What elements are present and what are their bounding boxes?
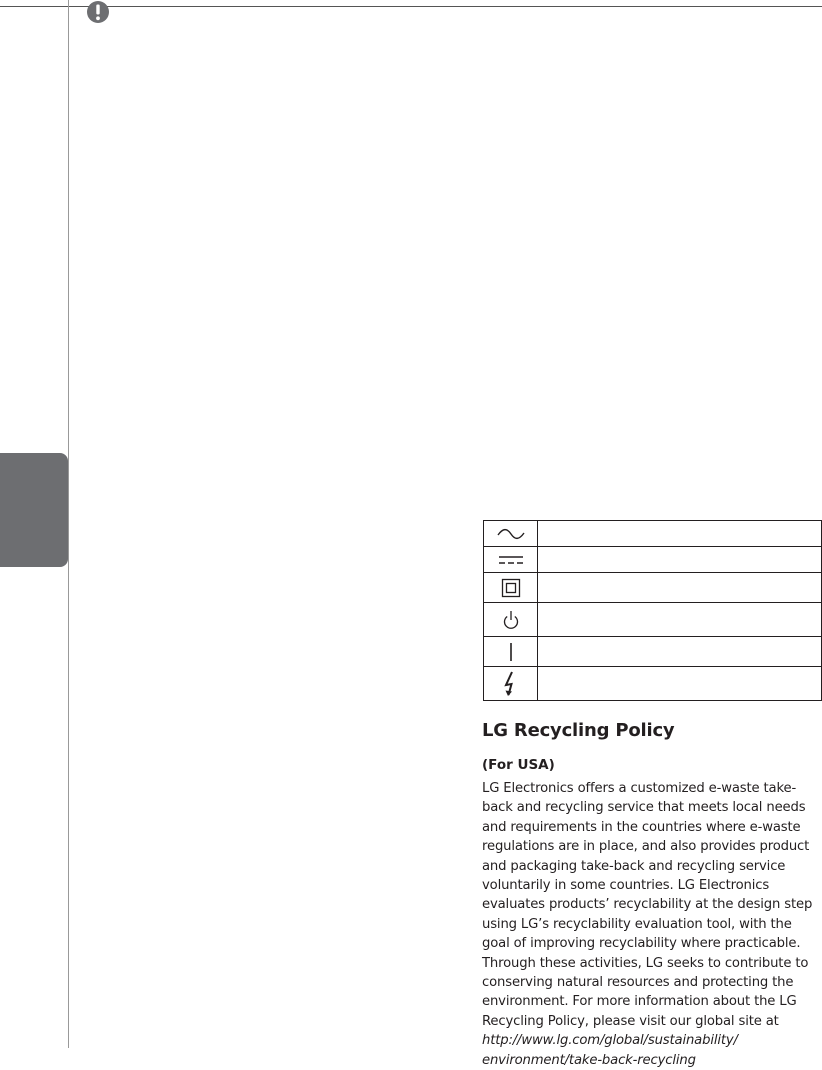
policy-url-line-2[interactable]: environment/take-back-recycling [482, 1052, 696, 1068]
recycling-policy-section [482, 714, 822, 1070]
class-ii-equipment-icon [501, 578, 521, 598]
standby-icon [501, 609, 521, 631]
symbol-table [483, 520, 822, 701]
dc-current-icon [496, 553, 526, 567]
ac-current-icon [496, 527, 526, 541]
symbol-description [538, 573, 822, 603]
symbol-description [538, 521, 822, 547]
symbol-description [538, 547, 822, 573]
table-row [484, 637, 822, 667]
table-row [484, 573, 822, 603]
table-row [484, 521, 822, 547]
table-row [484, 547, 822, 573]
table-row [484, 667, 822, 701]
section-title: LG Recycling Policy [482, 720, 675, 741]
symbol-description [538, 637, 822, 667]
power-on-icon [506, 642, 516, 662]
exclamation-circle-icon [86, 0, 110, 24]
table-row [484, 603, 822, 637]
side-language-tab [0, 453, 68, 567]
symbol-description [538, 603, 822, 637]
hazardous-voltage-icon [503, 671, 519, 697]
policy-body [482, 779, 822, 1070]
policy-url-line-1[interactable]: http://www.lg.com/global/sustainability/ [482, 1033, 738, 1049]
section-subtitle: (For USA) [482, 757, 555, 773]
left-margin-rule [68, 0, 69, 1048]
top-rule [0, 6, 822, 7]
symbol-description [538, 667, 822, 701]
policy-text: LG Electronics offers a customized e-waste take-back and recycling service that meets local needs and requirements in the countries where e-waste regulations are in place, and also provides product and packaging take-back and recycling service voluntarily in some countries. LG Electronics evaluates products’ recyclability at the design step using LG’s recyclability evaluation tool, with the goal of improving recyclability where practicable. Through these activities, LG seeks to contribute to conserving natural resources and protecting the environment. For more information about the LG Recycling Policy, please visit our global site at [482, 781, 813, 1029]
